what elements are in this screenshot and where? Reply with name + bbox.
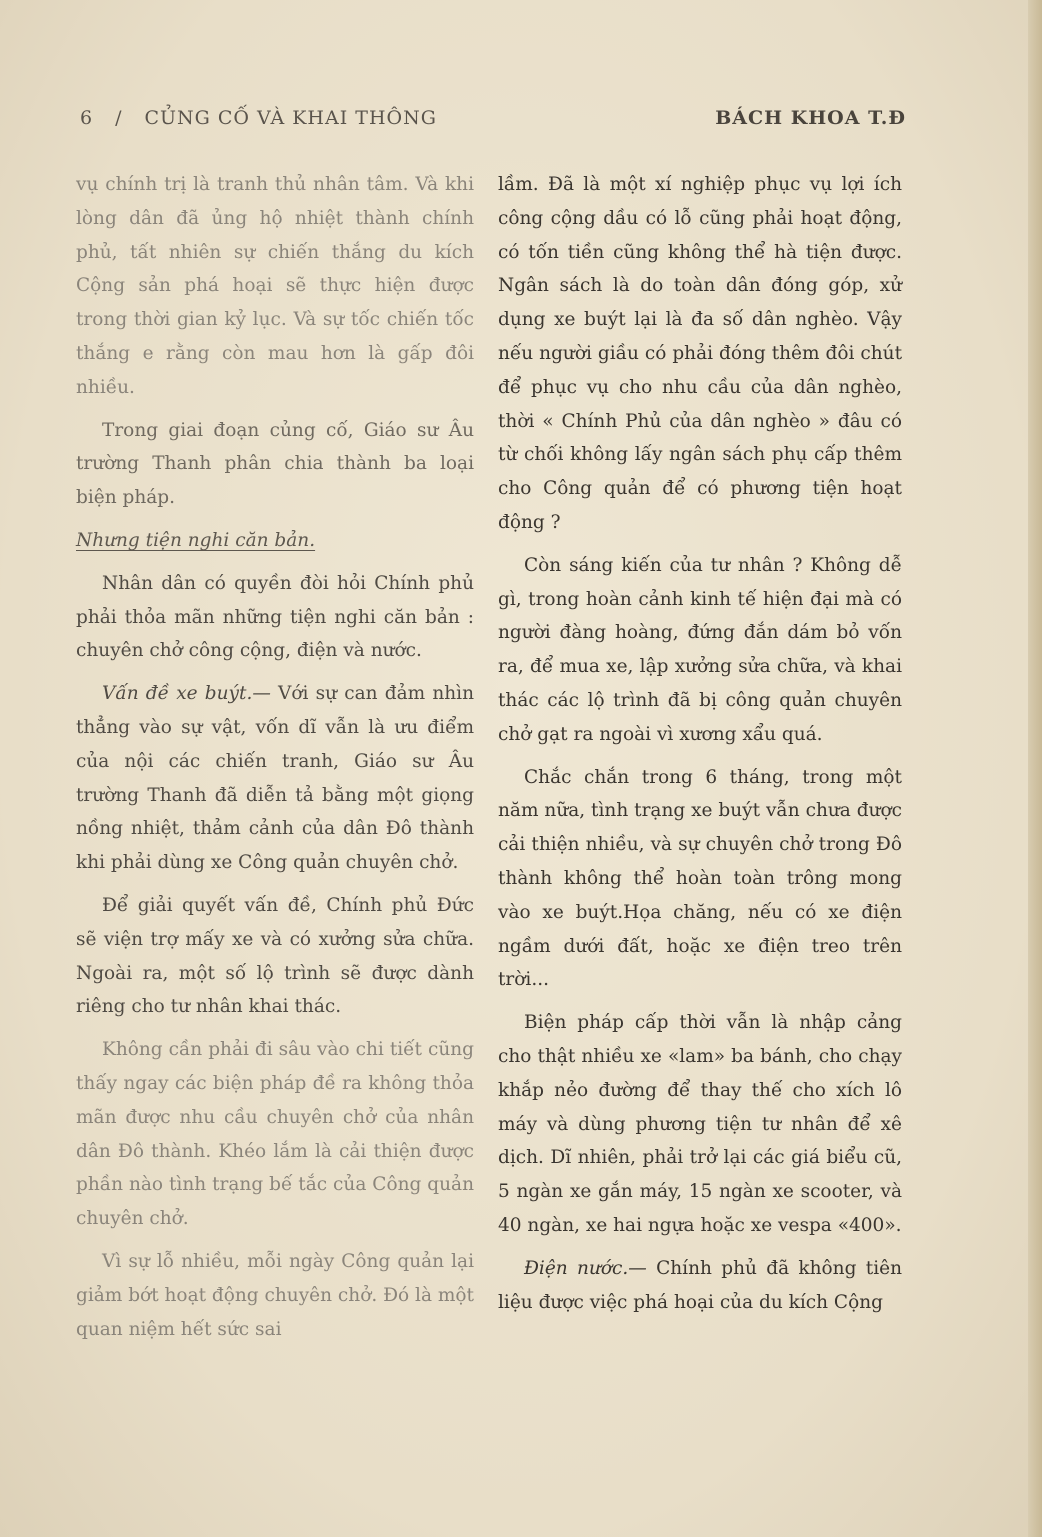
- right-paragraph-4: Biện pháp cấp thời vẫn là nhập cảng cho thật nhiều xe «lam» ba bánh, cho chạy khắp nẻo đường để thay thế cho xích lô máy và dùng phương tiện tư nhân để xê dịch. Dĩ nhiên, phải trở lại các giá biểu cũ, 5 ngàn xe gắn máy, 15 ngàn xe scooter, và 40 ngàn, xe hai ngựa hoặc xe vespa «400».: [498, 1012, 902, 1236]
- page-header: [80, 100, 906, 136]
- left-column: [76, 168, 474, 1355]
- left-paragraph-3: Nhân dân có quyền đòi hỏi Chính phủ phải thỏa mãn những tiện nghi căn bản : chuyên chở công cộng, điện và nước.: [76, 572, 474, 662]
- section-heading: Nhưng tiện nghi căn bản.: [76, 529, 316, 551]
- left-paragraph-2: Trong giai đoạn củng cố, Giáo sư Âu trường Thanh phân chia thành ba loại biện pháp.: [76, 419, 474, 509]
- left-paragraph-6: Không cần phải đi sâu vào chi tiết cũng thấy ngay các biện pháp đề ra không thỏa mãn được nhu cầu chuyên chở của nhân dân Đô thành. Khéo lắm là cải thiện được phần nào tình trạng bế tắc của Công quản chuyên chở.: [76, 1039, 474, 1230]
- section-title: CỦNG CỐ VÀ KHAI THÔNG: [144, 107, 437, 129]
- bus-issue-lead: Vấn đề xe buýt.—: [102, 683, 271, 705]
- left-paragraph-4: [76, 677, 474, 880]
- page-number: 6: [80, 107, 94, 129]
- right-paragraph-2: Còn sáng kiến của tư nhân ? Không dễ gì, trong hoàn cảnh kinh tế hiện đại mà có người đàng hoàng, đứng đắn dám bỏ vốn ra, để mua xe, lập xưởng sửa chữa, và khai thác các lộ trình đã bị công quản chuyên chở gạt ra ngoài vì xương xẩu quá.: [498, 554, 902, 745]
- right-paragraph-1: lầm. Đã là một xí nghiệp phục vụ lợi ích công cộng dầu có lỗ cũng phải hoạt động, có tốn tiền cũng không thể hà tiện được. Ngân sách là do toàn dân đóng góp, xử dụng xe buýt lại là đa số dân nghèo. Vậy nếu người giầu có phải đóng thêm đôi chút để phục vụ cho nhu cầu của dân nghèo, thời « Chính Phủ của dân nghèo » đâu có từ chối không lấy ngân sách phụ cấp thêm cho Công quản để có phương tiện hoạt động ?: [498, 174, 902, 533]
- right-paragraph-5: [498, 1252, 902, 1320]
- utilities-lead: Điện nước.—: [524, 1257, 647, 1279]
- left-paragraph-5: Để giải quyết vấn đề, Chính phủ Đức sẽ viện trợ mấy xe và có xưởng sửa chữa. Ngoài ra, một số lộ trình sẽ được dành riêng cho tư nhân khai thác.: [76, 894, 474, 1018]
- bus-issue-text: Với sự can đảm nhìn thẳng vào sự vật, vốn dĩ vẫn là ưu điểm của nội các chiến tranh, Giáo sư Âu trường Thanh đã diễn tả bằng một giọng nồng nhiệt, thảm cảnh của dân Đô thành khi phải dùng xe Công quản chuyên chở.: [76, 683, 474, 874]
- left-paragraph-7: Vì sự lỗ nhiều, mỗi ngày Công quản lại giảm bớt hoạt động chuyên chở. Đó là một quan niệm hết sức sai: [76, 1250, 474, 1340]
- publication-title: BÁCH KHOA T.Đ: [715, 107, 906, 129]
- header-separator: /: [115, 107, 123, 129]
- page-edge: [1028, 0, 1042, 1537]
- header-left: [80, 107, 437, 129]
- right-column: [498, 168, 902, 1328]
- utilities-text: Chính phủ đã không tiên liệu được việc phá hoại của du kích Cộng: [498, 1257, 902, 1313]
- left-paragraph-1: vụ chính trị là tranh thủ nhân tâm. Và khi lòng dân đã ủng hộ nhiệt thành chính phủ, tất nhiên sự chiến thắng du kích Cộng sản phá hoại sẽ thực hiện được trong thời gian kỷ lục. Và sự tốc chiến tốc thắng e rằng còn mau hơn là gấp đôi nhiều.: [76, 174, 474, 398]
- right-paragraph-3: Chắc chắn trong 6 tháng, trong một năm nữa, tình trạng xe buýt vẫn chưa được cải thiện nhiều, và sự chuyên chở trong Đô thành không thể hoàn toàn trông mong vào xe buýt.Họa chăng, nếu có xe điện ngầm dưới đất, hoặc xe điện treo trên trời...: [498, 766, 902, 991]
